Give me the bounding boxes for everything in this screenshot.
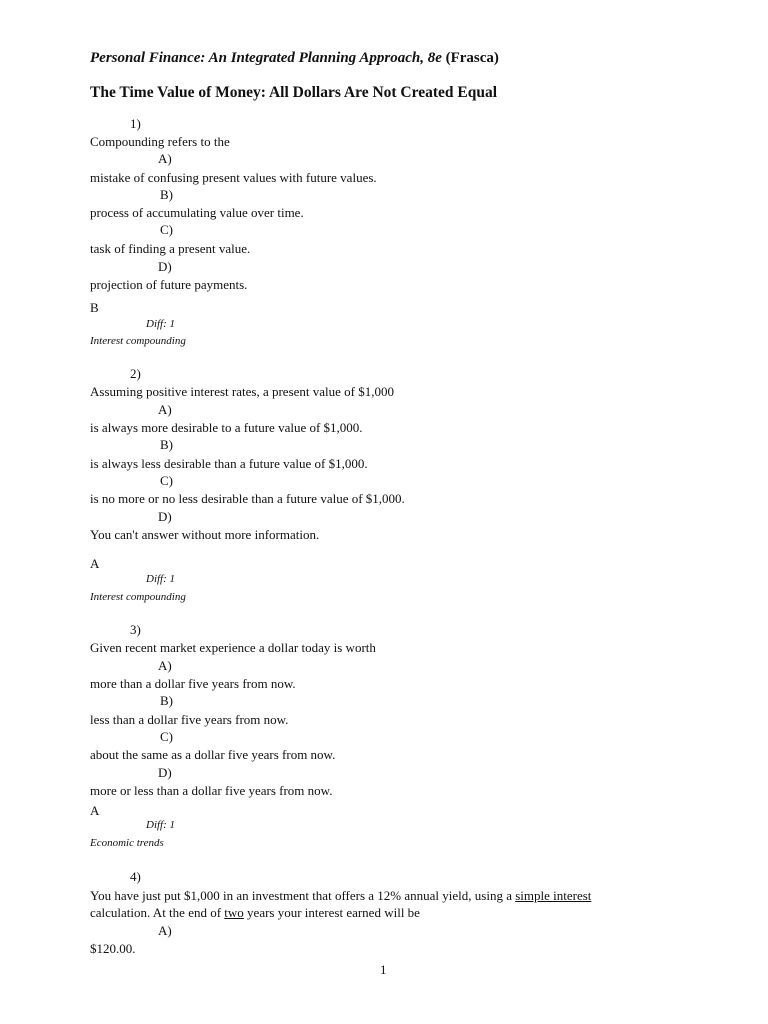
question-stem-text: You have just put $1,000 in an investment that offers a 12% annual yield, using a bbox=[90, 888, 516, 903]
chapter-title: The Time Value of Money: All Dollars Are Not Created Equal bbox=[90, 84, 498, 101]
option-text: more than a dollar five years from now. bbox=[90, 676, 296, 691]
underlined-term: simple interest bbox=[515, 888, 592, 903]
book-author: (Frasca) bbox=[445, 50, 499, 66]
option-letter: A) bbox=[158, 151, 172, 166]
option-text: less than a dollar five years from now. bbox=[90, 712, 289, 727]
book-title-line bbox=[90, 51, 499, 66]
option-text: is no more or no less desirable than a future value of $1,000. bbox=[90, 491, 405, 506]
topic-label: Economic trends bbox=[90, 837, 164, 849]
option-text: more or less than a dollar five years from now. bbox=[90, 783, 333, 798]
underlined-term: two bbox=[224, 905, 244, 920]
option-letter: C) bbox=[160, 729, 173, 744]
answer-key: A bbox=[90, 556, 100, 571]
topic-label: Interest compounding bbox=[90, 335, 186, 347]
question-number: 1) bbox=[130, 116, 141, 131]
question-stem-text: calculation. At the end of bbox=[90, 905, 225, 920]
question-number: 2) bbox=[130, 366, 141, 381]
page-number: 1 bbox=[380, 962, 387, 977]
difficulty-label: Diff: 1 bbox=[146, 573, 176, 585]
question-stem: Compounding refers to the bbox=[90, 134, 230, 149]
difficulty-label: Diff: 1 bbox=[146, 318, 176, 330]
question-stem-line-1 bbox=[90, 889, 591, 902]
option-text: is always less desirable than a future value of $1,000. bbox=[90, 456, 368, 471]
question-stem: Given recent market experience a dollar today is worth bbox=[90, 640, 376, 655]
option-letter: D) bbox=[158, 509, 172, 524]
question-stem-text: years your interest earned will be bbox=[243, 905, 420, 920]
option-text: You can't answer without more information. bbox=[90, 527, 320, 542]
option-letter: C) bbox=[160, 473, 173, 488]
question-stem: Assuming positive interest rates, a present value of $1,000 bbox=[90, 384, 394, 399]
difficulty-label: Diff: 1 bbox=[146, 819, 176, 831]
option-letter: B) bbox=[160, 693, 173, 708]
question-stem-line-2 bbox=[90, 906, 420, 919]
question-number: 4) bbox=[130, 869, 141, 884]
option-text: is always more desirable to a future value of $1,000. bbox=[90, 420, 363, 435]
option-text: task of finding a present value. bbox=[90, 241, 251, 256]
option-letter: B) bbox=[160, 437, 173, 452]
option-letter: D) bbox=[158, 765, 172, 780]
book-title: Personal Finance: An Integrated Planning Approach, 8e bbox=[90, 50, 442, 66]
option-text: projection of future payments. bbox=[90, 277, 248, 292]
option-text: $120.00. bbox=[90, 941, 136, 956]
option-letter: A) bbox=[158, 923, 172, 938]
option-text: process of accumulating value over time. bbox=[90, 205, 304, 220]
option-text: about the same as a dollar five years from now. bbox=[90, 747, 336, 762]
option-letter: D) bbox=[158, 259, 172, 274]
option-letter: C) bbox=[160, 222, 173, 237]
option-letter: B) bbox=[160, 187, 173, 202]
option-text: mistake of confusing present values with future values. bbox=[90, 170, 377, 185]
option-letter: A) bbox=[158, 402, 172, 417]
topic-label: Interest compounding bbox=[90, 591, 186, 603]
answer-key: B bbox=[90, 300, 99, 315]
option-letter: A) bbox=[158, 658, 172, 673]
answer-key: A bbox=[90, 803, 100, 818]
question-number: 3) bbox=[130, 622, 141, 637]
